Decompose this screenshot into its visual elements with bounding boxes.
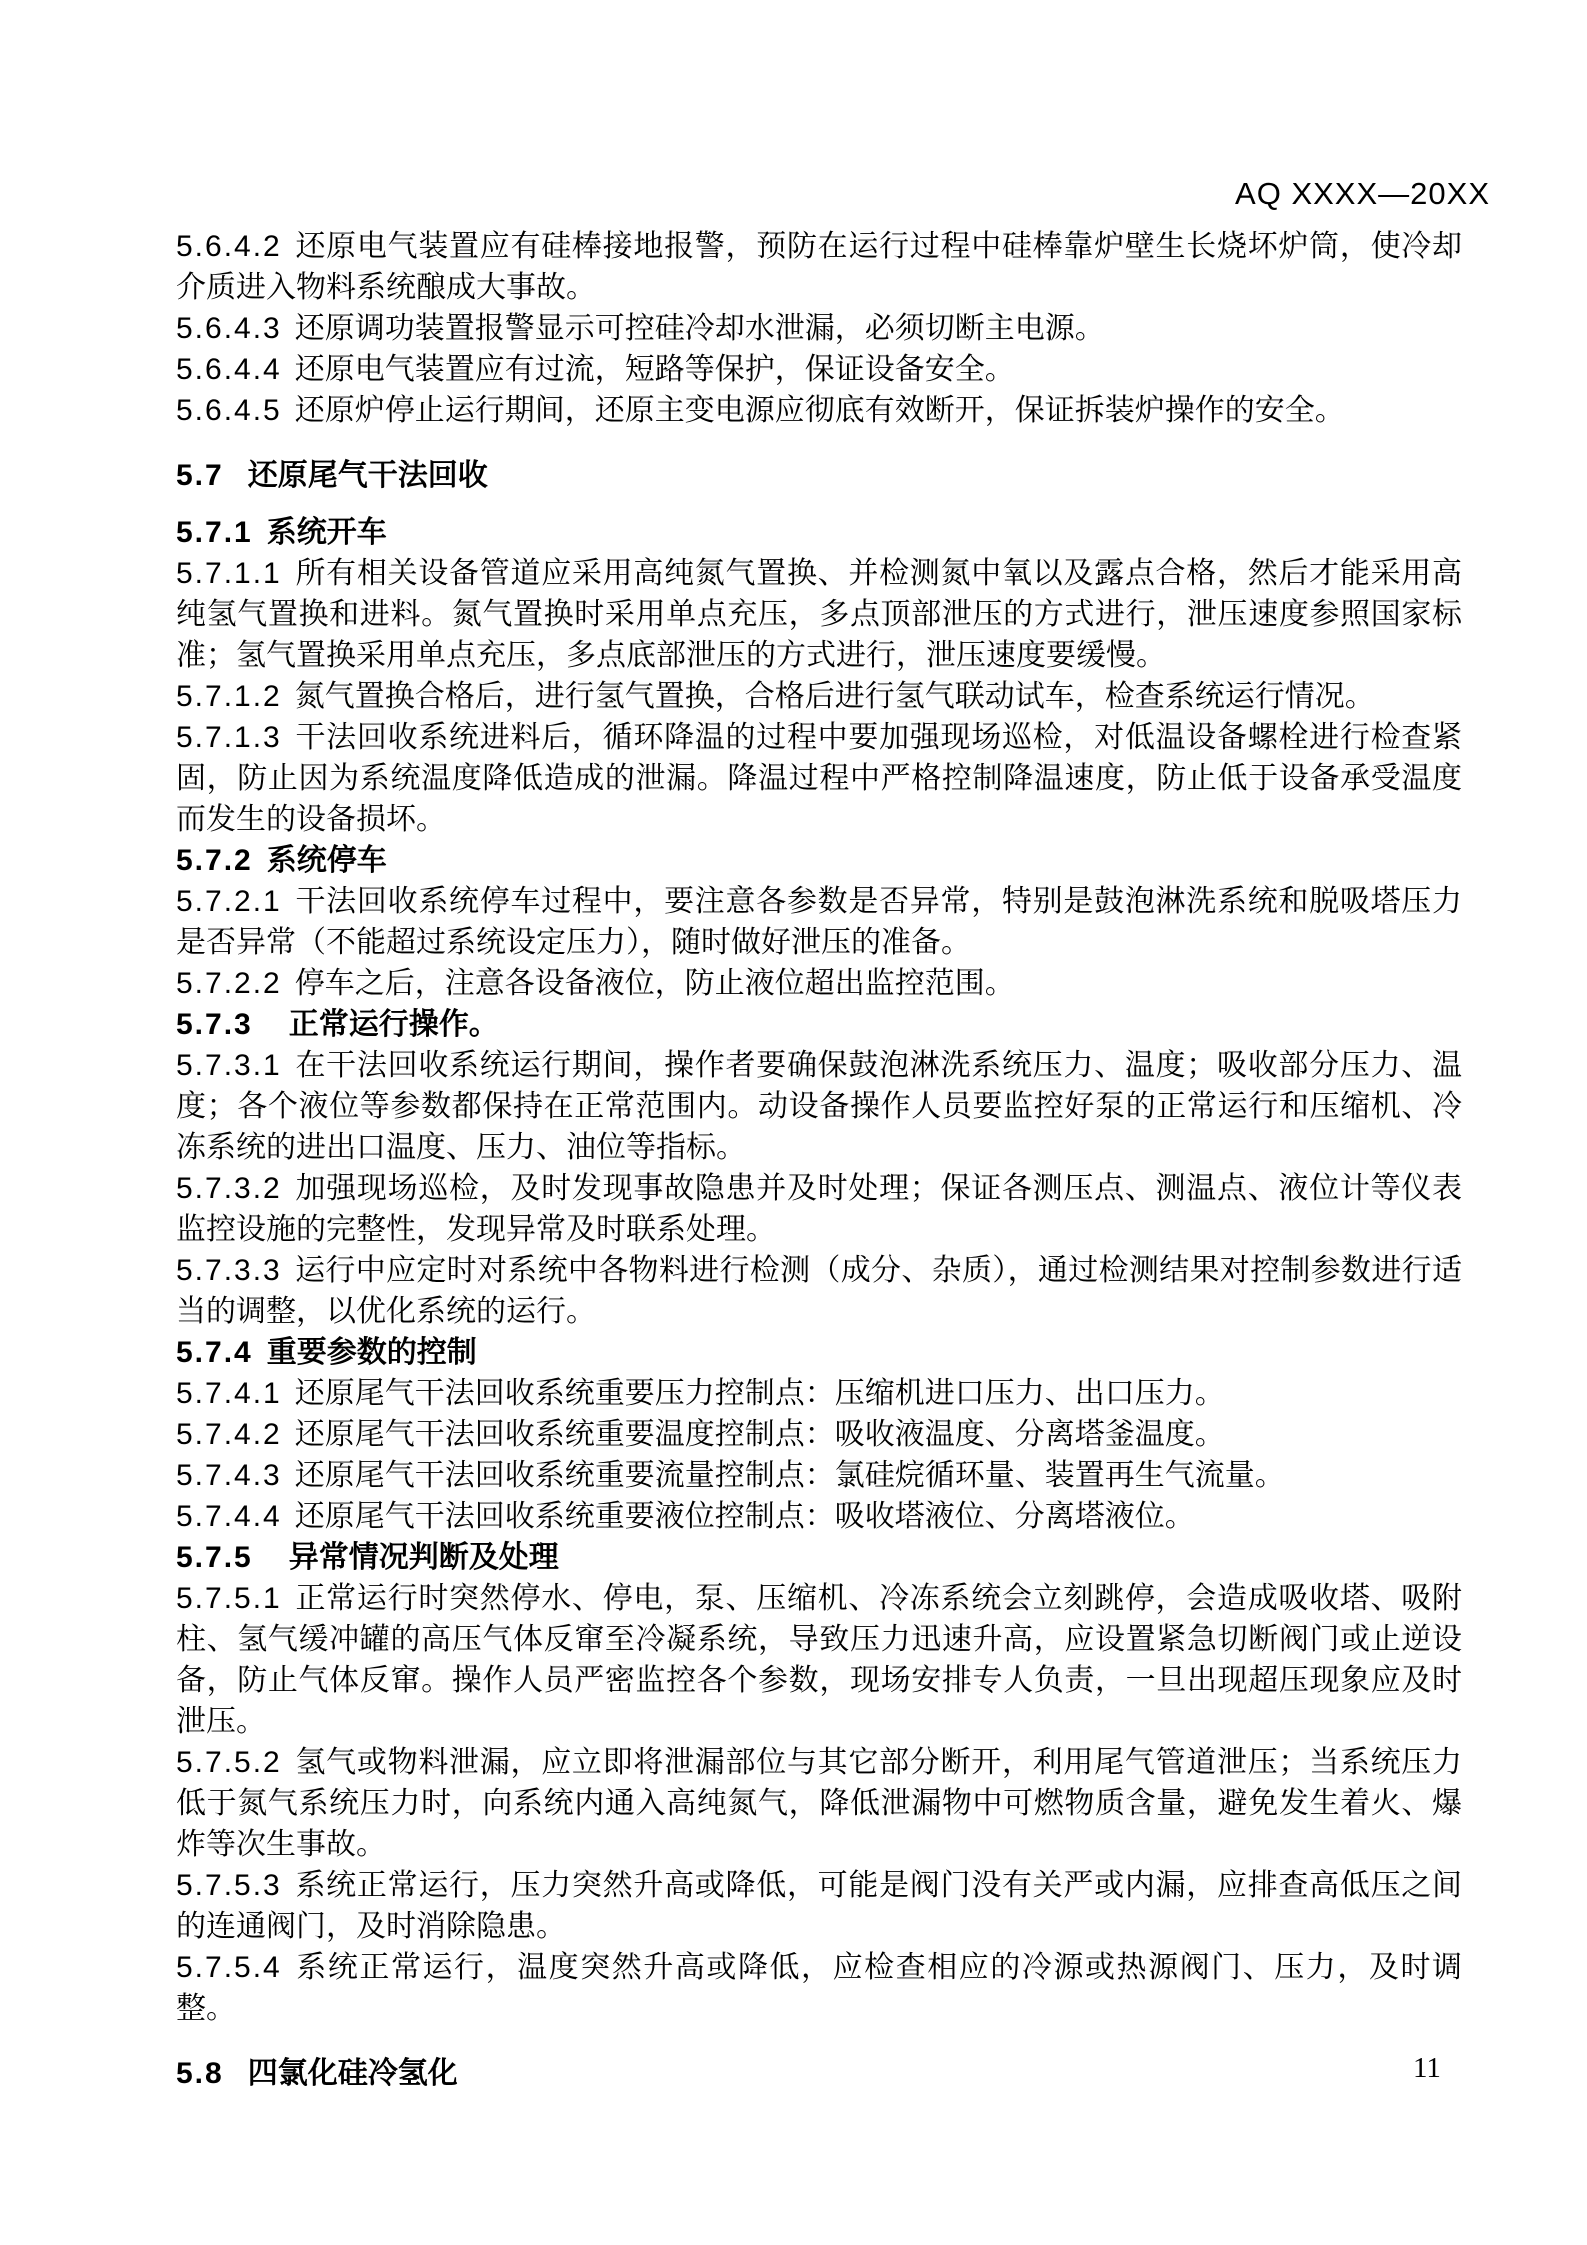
- clause-5.7.4.3: [176, 1455, 1462, 1496]
- clause-number: 5.7.4.1: [176, 1377, 282, 1410]
- heading-number: 5.7.1: [176, 516, 253, 549]
- subsection-heading-5.7.4: [176, 1332, 1462, 1373]
- clause-5.7.2.1: [176, 881, 1462, 963]
- clause-text: 还原尾气干法回收系统重要温度控制点：吸收液温度、分离塔釜温度。: [294, 1418, 1225, 1451]
- clause-text: 正常运行时突然停水、停电，泵、压缩机、冷冻系统会立刻跳停，会造成吸收塔、吸附柱、氢气缓冲罐的高压气体反窜至冷凝系统，导致压力迅速升高，应设置紧急切断阀门或止逆设备，防止气体反窜。操作人员严密监控各个参数，现场安排专人负责，一旦出现超压现象应及时泄压。: [176, 1582, 1462, 1738]
- heading-text: 四氯化硅冷氢化: [247, 2057, 458, 2090]
- subsection-heading-5.7.5: [176, 1537, 1462, 1578]
- heading-text: 系统开车: [266, 516, 387, 549]
- heading-text: 系统停车: [266, 844, 387, 877]
- clause-5.7.3.3: [176, 1250, 1462, 1332]
- clause-number: 5.7.4.3: [176, 1459, 282, 1492]
- heading-text: 重要参数的控制: [266, 1336, 477, 1369]
- clause-5.7.4.2: [176, 1414, 1462, 1455]
- clause-number: 5.7.1.3: [176, 721, 282, 754]
- heading-number: 5.7.3: [176, 1008, 253, 1041]
- clause-5.7.2.2: [176, 963, 1462, 1004]
- clause-5.7.5.2: [176, 1742, 1462, 1865]
- section-heading-5.8: [176, 2053, 1462, 2094]
- heading-number: 5.7.5: [176, 1541, 253, 1574]
- heading-text: 正常运行操作。: [288, 1008, 499, 1041]
- clause-text: 干法回收系统停车过程中，要注意各参数是否异常，特别是鼓泡淋洗系统和脱吸塔压力是否异常（不能超过系统设定压力），随时做好泄压的准备。: [176, 885, 1462, 959]
- subsection-heading-5.7.2: [176, 840, 1462, 881]
- clause-number: 5.7.4.4: [176, 1500, 282, 1533]
- clause-number: 5.6.4.4: [176, 353, 282, 386]
- standard-code-header: AQ XXXX—20XX: [1235, 176, 1490, 211]
- clause-text: 加强现场巡检，及时发现事故隐患并及时处理；保证各测压点、测温点、液位计等仪表监控设施的完整性，发现异常及时联系处理。: [176, 1172, 1462, 1246]
- clause-5.7.3.1: [176, 1045, 1462, 1168]
- clause-text: 停车之后，注意各设备液位，防止液位超出监控范围。: [294, 967, 1015, 1000]
- clause-number: 5.7.5.1: [176, 1582, 282, 1615]
- clause-text: 氢气或物料泄漏，应立即将泄漏部位与其它部分断开，利用尾气管道泄压；当系统压力低于氮气系统压力时，向系统内通入高纯氮气，降低泄漏物中可燃物质含量，避免发生着火、爆炸等次生事故。: [176, 1746, 1462, 1861]
- clause-number: 5.6.4.2: [176, 230, 282, 263]
- subsection-heading-5.7.1: [176, 512, 1462, 553]
- clause-number: 5.7.5.2: [176, 1746, 282, 1779]
- clause-5.6.4.4: [176, 349, 1462, 390]
- clause-number: 5.6.4.3: [176, 312, 282, 345]
- clause-text: 还原电气装置应有过流，短路等保护，保证设备安全。: [294, 353, 1015, 386]
- clause-5.6.4.2: [176, 226, 1462, 308]
- clause-5.7.1.1: [176, 553, 1462, 676]
- heading-number: 5.7: [176, 459, 224, 492]
- clause-text: 还原调功装置报警显示可控硅冷却水泄漏，必须切断主电源。: [294, 312, 1105, 345]
- subsection-heading-5.7.3: [176, 1004, 1462, 1045]
- clause-5.7.5.4: [176, 1947, 1462, 2029]
- clause-text: 运行中应定时对系统中各物料进行检测（成分、杂质），通过检测结果对控制参数进行适当的调整，以优化系统的运行。: [176, 1254, 1462, 1328]
- clause-5.7.5.1: [176, 1578, 1462, 1742]
- clause-number: 5.7.3.3: [176, 1254, 282, 1287]
- clause-number: 5.7.3.1: [176, 1049, 282, 1082]
- page-number: 11: [1413, 2052, 1441, 2084]
- clause-text: 还原炉停止运行期间，还原主变电源应彻底有效断开，保证拆装炉操作的安全。: [294, 394, 1345, 427]
- clause-5.6.4.5: [176, 390, 1462, 431]
- clause-5.7.1.2: [176, 676, 1462, 717]
- clause-5.7.4.1: [176, 1373, 1462, 1414]
- clause-5.7.3.2: [176, 1168, 1462, 1250]
- clause-text: 系统正常运行，压力突然升高或降低，可能是阀门没有关严或内漏，应排查高低压之间的连通阀门，及时消除隐患。: [176, 1869, 1462, 1943]
- clause-number: 5.7.1.1: [176, 557, 282, 590]
- clause-text: 还原尾气干法回收系统重要流量控制点：氯硅烷循环量、装置再生气流量。: [294, 1459, 1285, 1492]
- clause-number: 5.7.5.4: [176, 1951, 282, 1984]
- heading-number: 5.7.4: [176, 1336, 253, 1369]
- clause-text: 还原电气装置应有硅棒接地报警，预防在运行过程中硅棒靠炉壁生长烧坏炉筒，使冷却介质进入物料系统酿成大事故。: [176, 230, 1462, 304]
- heading-number: 5.8: [176, 2057, 224, 2090]
- clause-5.7.4.4: [176, 1496, 1462, 1537]
- clause-number: 5.7.5.3: [176, 1869, 282, 1902]
- clause-number: 5.6.4.5: [176, 394, 282, 427]
- heading-text: 异常情况判断及处理: [288, 1541, 559, 1574]
- document-body: [176, 226, 1462, 2110]
- clause-number: 5.7.2.1: [176, 885, 282, 918]
- clause-5.7.1.3: [176, 717, 1462, 840]
- clause-text: 还原尾气干法回收系统重要液位控制点：吸收塔液位、分离塔液位。: [294, 1500, 1195, 1533]
- clause-number: 5.7.3.2: [176, 1172, 282, 1205]
- clause-number: 5.7.4.2: [176, 1418, 282, 1451]
- clause-text: 在干法回收系统运行期间，操作者要确保鼓泡淋洗系统压力、温度；吸收部分压力、温度；各个液位等参数都保持在正常范围内。动设备操作人员要监控好泵的正常运行和压缩机、冷冻系统的进出口温度、压力、油位等指标。: [176, 1049, 1462, 1164]
- heading-number: 5.7.2: [176, 844, 253, 877]
- clause-5.6.4.3: [176, 308, 1462, 349]
- clause-text: 还原尾气干法回收系统重要压力控制点：压缩机进口压力、出口压力。: [294, 1377, 1225, 1410]
- clause-number: 5.7.1.2: [176, 680, 282, 713]
- section-heading-5.7: [176, 455, 1462, 496]
- clause-text: 氮气置换合格后，进行氢气置换，合格后进行氢气联动试车，检查系统运行情况。: [294, 680, 1375, 713]
- clause-5.7.5.3: [176, 1865, 1462, 1947]
- clause-text: 所有相关设备管道应采用高纯氮气置换、并检测氮中氧以及露点合格，然后才能采用高纯氢气置换和进料。氮气置换时采用单点充压，多点顶部泄压的方式进行，泄压速度参照国家标准；氢气置换采用单点充压，多点底部泄压的方式进行，泄压速度要缓慢。: [176, 557, 1462, 672]
- clause-text: 系统正常运行，温度突然升高或降低，应检查相应的冷源或热源阀门、压力，及时调整。: [176, 1951, 1462, 2025]
- clause-text: 干法回收系统进料后，循环降温的过程中要加强现场巡检，对低温设备螺栓进行检查紧固，防止因为系统温度降低造成的泄漏。降温过程中严格控制降温速度，防止低于设备承受温度而发生的设备损坏。: [176, 721, 1462, 836]
- heading-text: 还原尾气干法回收: [247, 459, 488, 492]
- clause-number: 5.7.2.2: [176, 967, 282, 1000]
